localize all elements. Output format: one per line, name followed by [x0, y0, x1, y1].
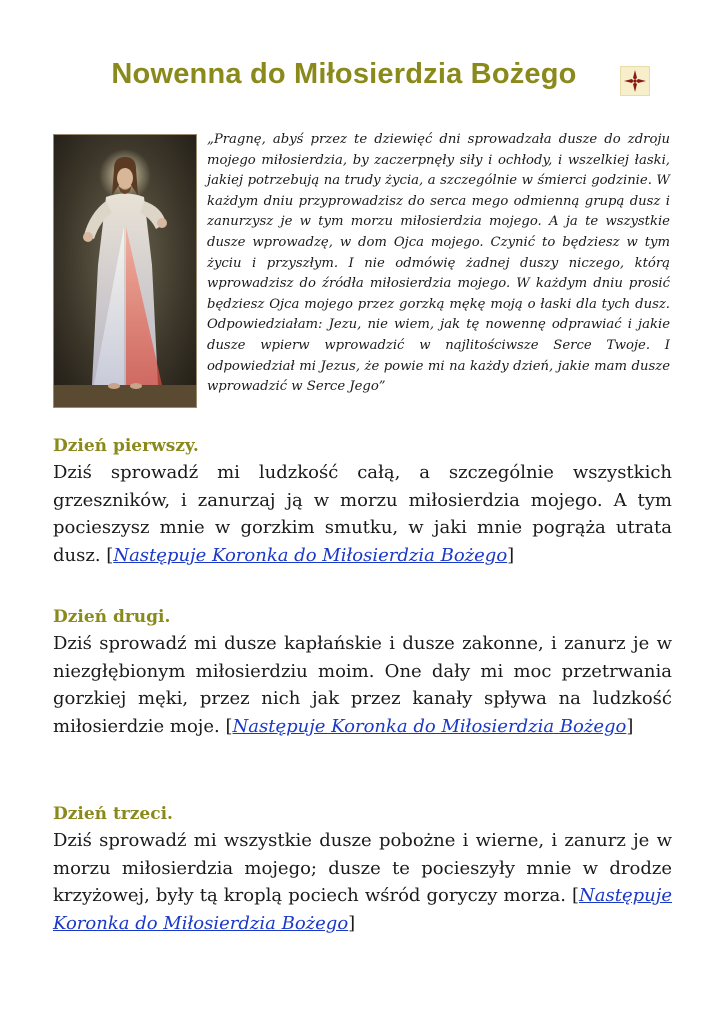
page-title: Nowenna do Miłosierdzia Bożego: [111, 58, 577, 90]
quote-text: „Pragnę, abyś przez te dziewięć dni sprowadzała dusze do zdroju mojego miłosierdzia, by zaczerpnęły siły i ochłody, i wszelkiej łaski, jakiej potrzebują na trudy życia, a szczególnie w śmierci godzinie. W każdym dniu przyprowadzisz do serca mego odmienną grupą dusz i zanurzysz je w tym morzu miłosierdzia mojego. A ja te wszystkie dusze wprowadzę, w dom Ojca mojego. Czynić to będziesz w tym życiu i przyszłym. I nie odmówię żadnej duszy niczego, którą wprowadzisz do źródła miłosierdzia mojego. W każdym dniu prosić będziesz Ojca mojego przez gorzką mękę moją o łaski dla tych dusz. Odpowiedziałam: Jezu, nie wiem, jak tę nowennę odprawiać i jakie dusze wpierw wprowadzić w najlitościwsze Serce Twoje. I odpowiedział mi Jezus, że powie mi na każdy dzień, jakie mam dusze wprowadzić w Serce Jego”: [207, 132, 670, 395]
day-heading: Dzień drugi.: [53, 607, 171, 627]
day-paragraph: Dziś sprowadź mi wszystkie dusze pobożne i wierne, i zanurz je w morzu miłosierdzia mojego; dusze te pocieszyły mnie w drodze krzyżowej, były tą kroplą pociech wśród goryczy morza. [Następuje Koronka do Miłosierdzia Bożego]: [53, 830, 672, 934]
koronka-link[interactable]: Następuje Koronka do Miłosierdzia Bożego: [232, 715, 627, 737]
divine-mercy-image: [54, 135, 196, 407]
koronka-link[interactable]: Następuje Koronka do Miłosierdzia Bożego: [113, 544, 508, 566]
day-heading: Dzień pierwszy.: [53, 436, 199, 456]
day-heading: Dzień trzeci.: [53, 804, 173, 824]
day-text: Dziś sprowadź mi dusze kapłańskie i dusze zakonne, i zanurz je w niezgłębionym miłosierdziu moim. One dały mi moc przetrwania gorzkiej męki, przez nich jak przez kanały spływa na ludzkość miłosierdzie moje.: [53, 633, 672, 737]
day-paragraph: Dziś sprowadź mi ludzkość całą, a szczególnie wszystkich grzeszników, i zanurzaj ją w morzu miłosierdzia mojego. A tym pocieszysz mnie w gorzkim smutku, w jaki mnie pogrąża utrata dusz. [Następuje Koronka do Miłosierdzia Bożego]: [53, 462, 672, 566]
day-text: Dziś sprowadź mi ludzkość całą, a szczególnie wszystkich grzeszników, i zanurzaj ją w morzu miłosierdzia mojego. A tym pocieszysz mnie w gorzkim smutku, w jaki mnie pogrąża utrata dusz.: [53, 462, 672, 566]
cross-icon: [620, 66, 650, 96]
day-paragraph: Dziś sprowadź mi dusze kapłańskie i dusze zakonne, i zanurz je w niezgłębionym miłosierdziu moim. One dały mi moc przetrwania gorzkiej męki, przez nich jak przez kanały spływa na ludzkość miłosierdzie moje. [Następuje Koronka do Miłosierdzia Bożego]: [53, 633, 672, 737]
koronka-link[interactable]: Następuje Koronka do Miłosierdzia Bożego: [53, 885, 672, 934]
day-text: Dziś sprowadź mi wszystkie dusze pobożne i wierne, i zanurz je w morzu miłosierdzia mojego; dusze te pocieszyły mnie w drodze krzyżowej, były tą kroplą pociech wśród goryczy morza.: [53, 830, 672, 906]
